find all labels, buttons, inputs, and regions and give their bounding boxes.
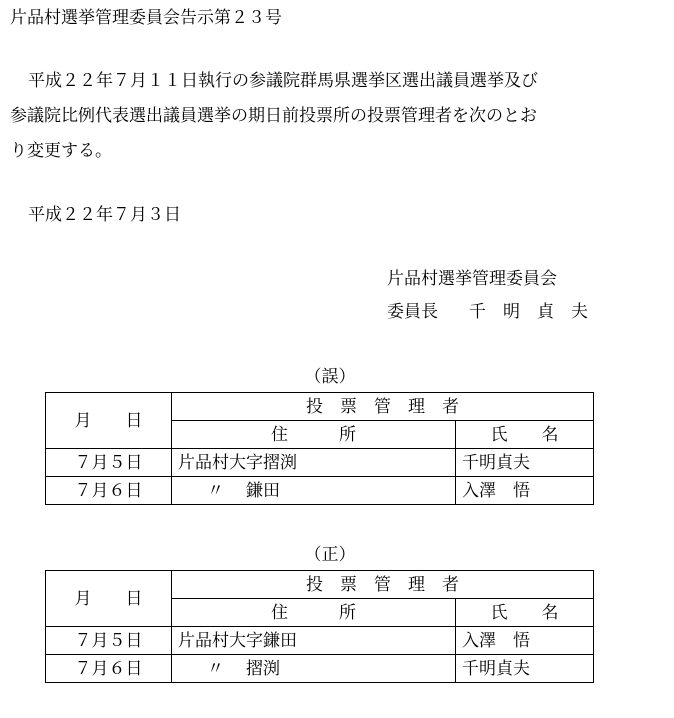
row-name: 入澤 悟	[456, 477, 594, 505]
notice-body-line-1: 平成２２年７月１１日執行の参議院群馬県選挙区選出議員選挙及び	[28, 71, 538, 91]
header-name: 氏 名	[456, 599, 594, 627]
row-address-cell	[172, 655, 456, 683]
header-address: 住 所	[172, 599, 456, 627]
ditto-mark: 〃	[207, 658, 224, 679]
table-row	[46, 655, 594, 683]
row-date: ７月６日	[46, 477, 172, 505]
notice-title: 片品村選挙管理委員会告示第２３号	[10, 8, 282, 28]
table-incorrect	[45, 392, 594, 505]
table-caption-incorrect: （誤）	[304, 367, 356, 387]
signature-person	[387, 300, 588, 324]
header-manager-group: 投 票 管 理 者	[172, 571, 594, 599]
header-address: 住 所	[172, 421, 456, 449]
table-correct	[45, 570, 594, 683]
table-row	[46, 627, 594, 655]
row-address: 片品村大字鎌田	[172, 627, 456, 655]
notice-body-line-3: り変更する。	[10, 141, 112, 161]
header-date: 月 日	[46, 393, 172, 449]
row-address-cell	[172, 477, 456, 505]
row-date: ７月６日	[46, 655, 172, 683]
row-date: ７月５日	[46, 627, 172, 655]
header-manager-group: 投 票 管 理 者	[172, 393, 594, 421]
row-name: 千明貞夫	[456, 655, 594, 683]
notice-date: 平成２２年７月３日	[28, 205, 181, 225]
signature-role: 委員長	[387, 302, 438, 322]
row-date: ７月５日	[46, 449, 172, 477]
table-row	[46, 477, 594, 505]
ditto-mark: 〃	[207, 480, 224, 501]
signature-name: 千 明 貞 夫	[469, 302, 588, 322]
row-name: 千明貞夫	[456, 449, 594, 477]
signature-organization: 片品村選挙管理委員会	[387, 269, 557, 289]
table-caption-correct: （正）	[304, 545, 356, 565]
row-name: 入澤 悟	[456, 627, 594, 655]
row-address: 摺渕	[246, 658, 280, 679]
table-row	[46, 449, 594, 477]
row-address: 片品村大字摺渕	[172, 449, 456, 477]
header-date: 月 日	[46, 571, 172, 627]
header-name: 氏 名	[456, 421, 594, 449]
row-address: 鎌田	[246, 480, 280, 501]
notice-body-line-2: 参議院比例代表選出議員選挙の期日前投票所の投票管理者を次のとお	[10, 106, 537, 126]
